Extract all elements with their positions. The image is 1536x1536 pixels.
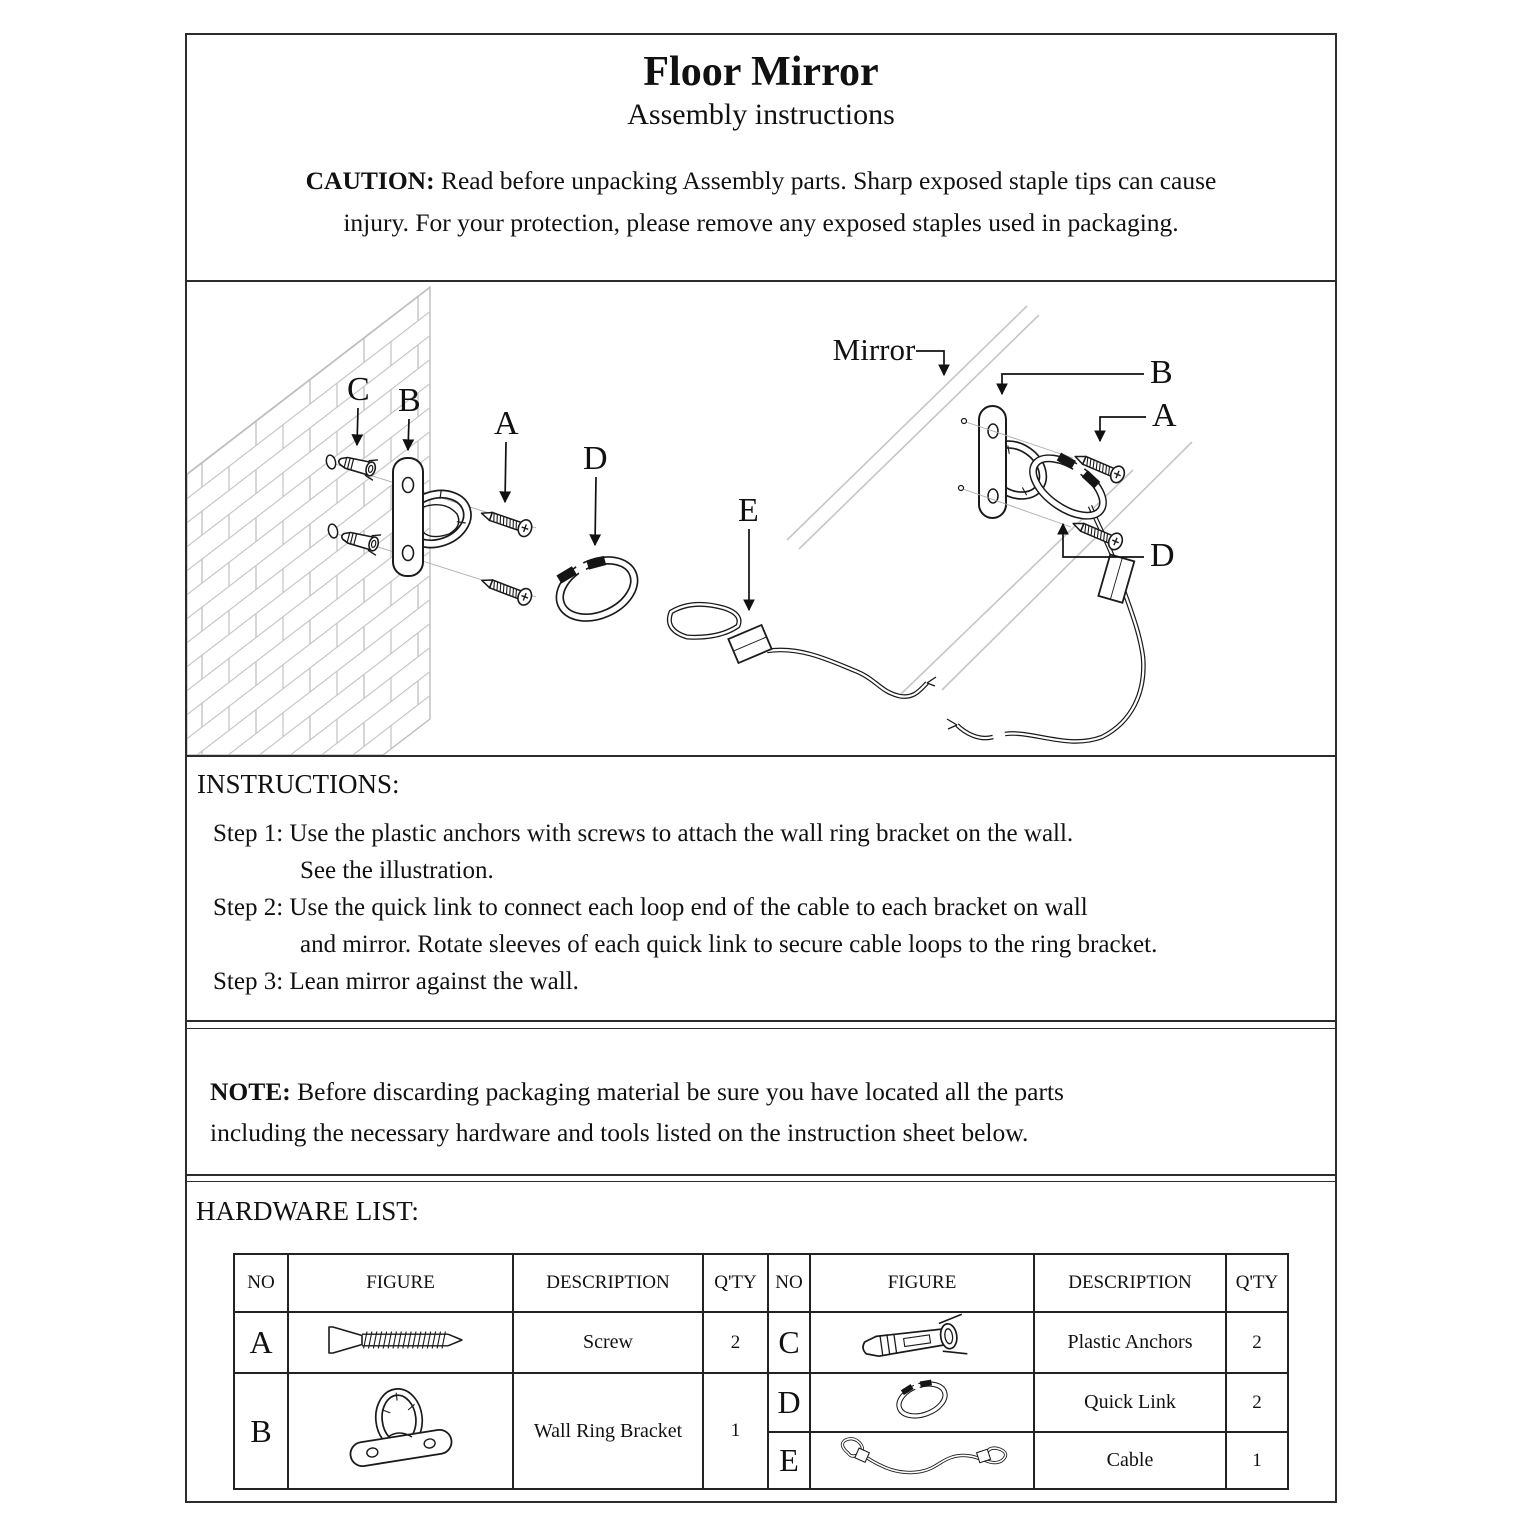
table-row xyxy=(234,1312,1288,1373)
step-1-line-2: See the illustration. xyxy=(300,857,494,884)
note-paragraph xyxy=(187,1029,1335,1153)
row-c-no: C xyxy=(768,1312,810,1373)
assembly-diagram xyxy=(187,282,1335,755)
table-row xyxy=(234,1373,1288,1432)
step-2-line-1: Step 2: Use the quick link to connect each loop end of the cable to each bracket on wall xyxy=(213,894,1088,921)
page-title: Floor Mirror xyxy=(643,49,879,95)
label-a: A xyxy=(494,405,519,442)
row-d-description: Quick Link xyxy=(1034,1373,1226,1432)
row-d-no: D xyxy=(768,1373,810,1432)
steps-list xyxy=(187,815,1335,1000)
row-e-figure xyxy=(810,1432,1034,1489)
col-figure-right: FIGURE xyxy=(810,1254,1034,1312)
col-qty-left: Q'TY xyxy=(703,1254,768,1312)
row-a-no: A xyxy=(234,1312,288,1373)
cable-left xyxy=(669,604,936,696)
screw-left-bottom xyxy=(479,572,534,607)
caution-paragraph xyxy=(187,160,1335,244)
row-d-qty: 2 xyxy=(1226,1373,1288,1432)
screw-left-top xyxy=(479,505,534,538)
screw-icon xyxy=(326,1323,476,1357)
note-section xyxy=(187,1028,1335,1176)
note-line-2: including the necessary hardware and tools listed on the instruction sheet below. xyxy=(210,1118,1029,1147)
cable-icon xyxy=(811,1433,1033,1483)
row-a-figure xyxy=(288,1312,513,1373)
col-description-right: DESCRIPTION xyxy=(1034,1254,1226,1312)
step-2-line-2: and mirror. Rotate sleeves of each quick link to secure cable loops to the ring bracket. xyxy=(300,931,1158,958)
wall-ring-bracket-icon xyxy=(336,1381,466,1476)
note-label: NOTE: xyxy=(210,1077,291,1106)
table-header-row xyxy=(234,1254,1288,1312)
label-c: C xyxy=(347,371,370,408)
instruction-sheet xyxy=(185,33,1337,1503)
label-d-right: D xyxy=(1150,537,1175,574)
col-description-left: DESCRIPTION xyxy=(513,1254,703,1312)
instructions-section xyxy=(187,757,1335,1022)
row-c-description: Plastic Anchors xyxy=(1034,1312,1226,1373)
page-subtitle: Assembly instructions xyxy=(627,98,895,132)
note-line-1: NOTE: Before discarding packaging material be sure you have located all the parts xyxy=(210,1077,1064,1106)
hardware-table xyxy=(233,1253,1289,1490)
caution-line-2: injury. For your protection, please remove any exposed staples used in packaging. xyxy=(343,208,1179,238)
row-d-figure xyxy=(810,1373,1034,1432)
row-e-no: E xyxy=(768,1432,810,1489)
row-c-qty: 2 xyxy=(1226,1312,1288,1373)
row-b-description: Wall Ring Bracket xyxy=(513,1373,703,1489)
quick-link-left xyxy=(549,545,643,629)
hardware-heading: HARDWARE LIST: xyxy=(196,1196,419,1226)
step-1-line-1: Step 1: Use the plastic anchors with screws to attach the wall ring bracket on the wall. xyxy=(213,820,1074,847)
label-b: B xyxy=(398,382,421,419)
label-e: E xyxy=(738,492,759,529)
row-e-qty: 1 xyxy=(1226,1432,1288,1489)
col-qty-right: Q'TY xyxy=(1226,1254,1288,1312)
col-no-right: NO xyxy=(768,1254,810,1312)
row-e-description: Cable xyxy=(1034,1432,1226,1489)
row-b-figure xyxy=(288,1373,513,1489)
row-b-qty: 1 xyxy=(703,1373,768,1489)
diagram-section xyxy=(187,282,1335,757)
row-a-qty: 2 xyxy=(703,1312,768,1373)
instructions-heading: INSTRUCTIONS: xyxy=(197,769,400,799)
label-b-right: B xyxy=(1150,354,1173,391)
row-a-description: Screw xyxy=(513,1312,703,1373)
caution-line-1: CAUTION: Read before unpacking Assembly parts. Sharp exposed staple tips can cause xyxy=(305,166,1217,196)
label-mirror: Mirror xyxy=(832,332,916,367)
hardware-section xyxy=(187,1181,1335,1497)
label-a-right: A xyxy=(1152,397,1177,434)
caution-label: CAUTION: xyxy=(305,166,435,196)
col-figure-left: FIGURE xyxy=(288,1254,513,1312)
guide-lines-right xyxy=(959,419,1074,528)
row-c-figure xyxy=(810,1312,1034,1373)
row-b-no: B xyxy=(234,1373,288,1489)
quick-link-icon xyxy=(852,1374,992,1426)
step-3-line-1: Step 3: Lean mirror against the wall. xyxy=(213,968,579,995)
header-section xyxy=(187,35,1335,282)
wall-ring-bracket-left xyxy=(393,458,474,576)
label-d: D xyxy=(583,440,608,477)
col-no-left: NO xyxy=(234,1254,288,1312)
plastic-anchor-icon xyxy=(847,1313,997,1367)
